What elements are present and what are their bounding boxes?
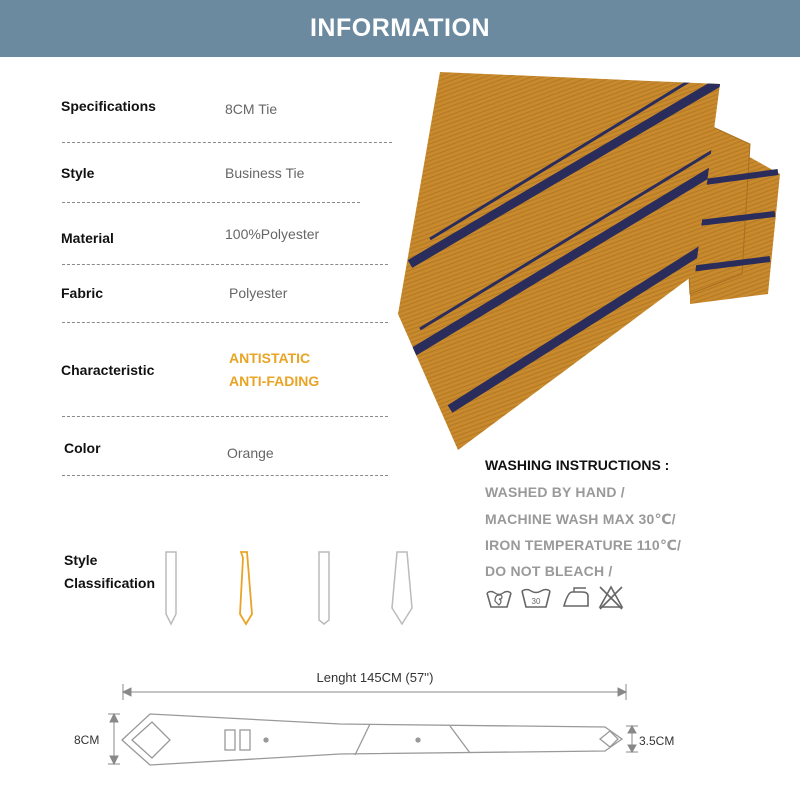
divider — [62, 416, 388, 417]
skinny-tie-icon — [160, 550, 182, 626]
wash-line-iron: IRON TEMPERATURE 110℃/ — [485, 537, 682, 553]
length-arrow — [123, 684, 626, 700]
divider — [62, 202, 360, 203]
spec-label-fabric: Fabric — [61, 285, 104, 301]
machine-wash-30-icon — [520, 585, 552, 611]
characteristic-antistatic: ANTISTATIC — [229, 350, 311, 366]
page-title: INFORMATION — [309, 14, 490, 42]
wide-tie-icon — [388, 550, 416, 626]
spec-value-specifications: 8CM Tie — [225, 101, 278, 117]
divider — [62, 322, 388, 323]
narrow-end-arrow — [626, 726, 638, 752]
wide-end-arrow — [108, 714, 120, 764]
spec-value-style: Business Tie — [225, 165, 305, 181]
wash-line-machine: MACHINE WASH MAX 30℃/ — [485, 511, 676, 527]
style-classification-label: Style Classification — [64, 552, 156, 591]
tie-dimension-diagram — [100, 676, 660, 776]
spec-label-characteristic: Characteristic — [61, 362, 155, 378]
wash-line-hand: WASHED BY HAND / — [485, 484, 625, 500]
spec-value-material: 100%Polyester — [225, 226, 320, 242]
spec-value-characteristic — [229, 347, 319, 393]
characteristic-anti-fading: ANTI-FADING — [229, 373, 320, 389]
hand-wash-icon — [485, 585, 513, 611]
straight-tie-icon — [313, 550, 335, 626]
divider — [62, 264, 388, 265]
wash-line-bleach: DO NOT BLEACH / — [485, 563, 613, 579]
spec-label-color: Color — [64, 440, 101, 456]
wide-end-width-label: 8CM — [74, 733, 100, 747]
divider — [62, 475, 388, 476]
washing-instructions-title: WASHING INSTRUCTIONS : — [485, 457, 670, 473]
header-bar — [0, 0, 800, 57]
slim-tie-icon-selected — [234, 550, 258, 626]
length-label: Lenght 145CM (57'') — [316, 670, 434, 685]
spec-label-style: Style — [61, 165, 95, 181]
tie-outline — [122, 714, 622, 765]
spec-label-specifications: Specifications — [61, 98, 156, 114]
iron-icon — [562, 585, 590, 611]
spec-label-material: Material — [61, 230, 114, 246]
no-bleach-icon — [598, 585, 624, 611]
divider — [62, 142, 392, 143]
narrow-end-width-label: 3.5CM — [639, 734, 675, 748]
spec-value-fabric: Polyester — [229, 285, 288, 301]
tie-photo — [390, 64, 782, 456]
spec-value-color: Orange — [227, 445, 274, 461]
wash-temp-label: 30 — [531, 597, 541, 606]
